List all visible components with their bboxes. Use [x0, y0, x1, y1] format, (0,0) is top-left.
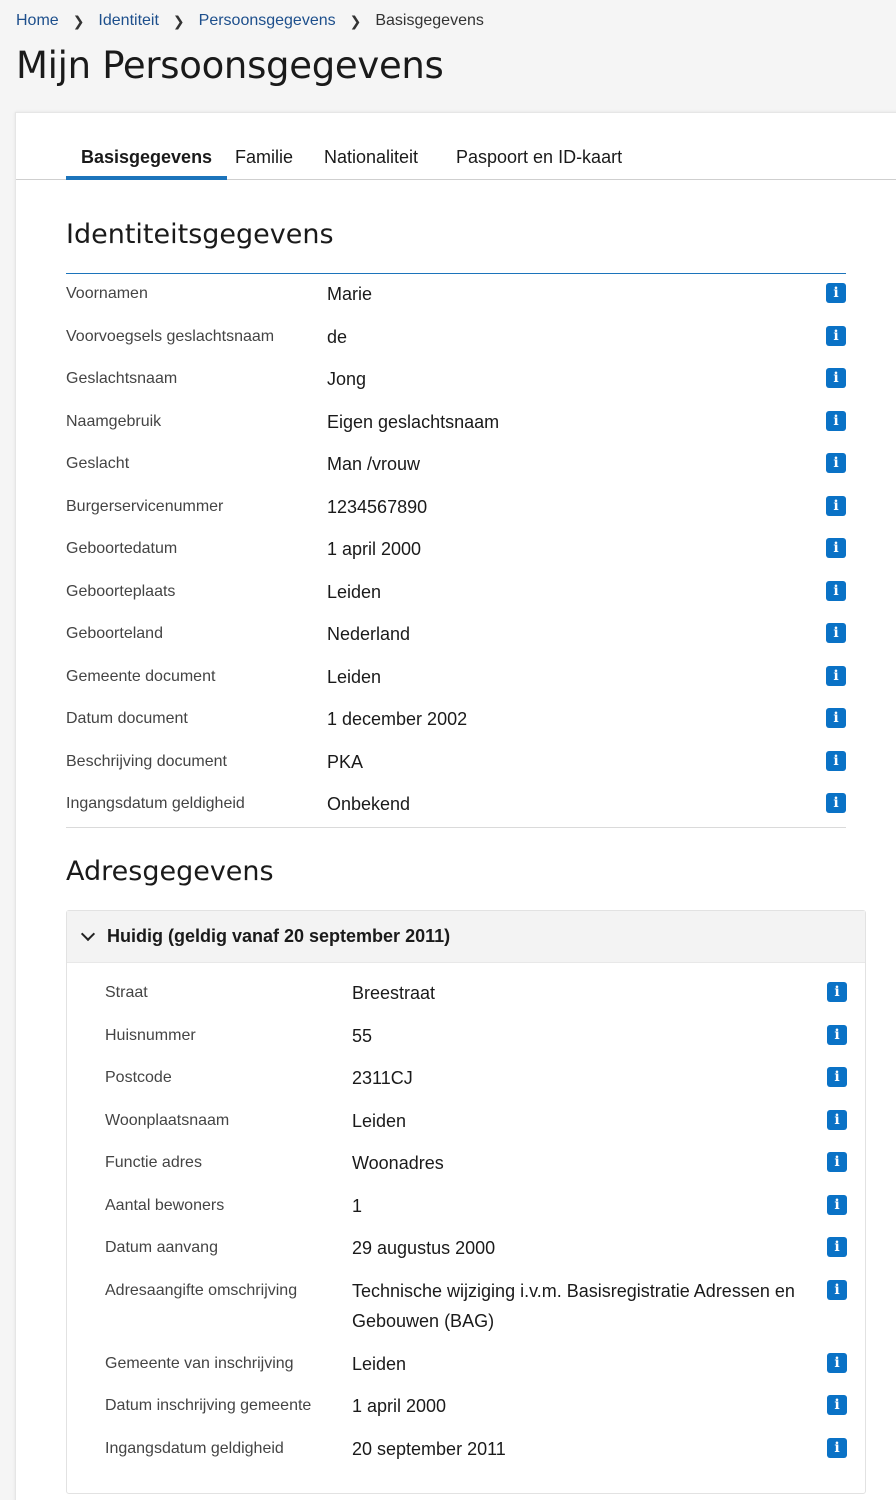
info-icon[interactable]: i: [826, 751, 846, 771]
tab-nationaliteit[interactable]: Nationaliteit: [324, 147, 419, 167]
field-value: Leiden: [327, 666, 382, 687]
field-value: Technische wijziging i.v.m. Basisregistratie Adressen en Gebouwen (BAG): [352, 1280, 795, 1331]
field-label: Postcode: [105, 1069, 172, 1086]
list-item: [105, 1101, 847, 1144]
info-icon[interactable]: i: [827, 1195, 847, 1215]
tab-basisgegevens[interactable]: Basisgegevens: [66, 146, 227, 180]
breadcrumb: [16, 11, 484, 31]
field-label: Aantal bewoners: [105, 1196, 225, 1214]
field-value: Nederland: [327, 624, 411, 644]
breadcrumb-identiteit-link[interactable]: Identiteit: [98, 12, 159, 29]
field-label: Voornamen: [66, 285, 148, 302]
identity-list: [66, 273, 846, 828]
tab-paspoort-id-kaart[interactable]: Paspoort en ID-kaart: [456, 147, 623, 167]
field-label: Adresaangifte omschrijving: [105, 1281, 298, 1299]
info-icon[interactable]: i: [826, 581, 846, 601]
field-value: 2311CJ: [352, 1068, 413, 1088]
field-label: Naamgebruik: [66, 412, 162, 430]
info-icon[interactable]: i: [827, 1280, 847, 1300]
list-item: [105, 1186, 847, 1229]
list-item: [105, 973, 847, 1016]
field-value: Eigen geslachtsnaam: [327, 411, 500, 432]
section-title-adresgegevens: Adresgegevens: [66, 856, 274, 887]
list-item: [105, 1058, 847, 1101]
info-icon[interactable]: i: [827, 1438, 847, 1458]
info-icon[interactable]: i: [826, 538, 846, 558]
field-label: Geslacht: [66, 455, 130, 472]
field-label: Datum inschrijving gemeente: [105, 1397, 312, 1414]
content-card: [15, 112, 896, 1500]
info-icon[interactable]: i: [826, 283, 846, 303]
list-item: [66, 699, 846, 742]
list-item: [105, 1429, 847, 1472]
info-icon[interactable]: i: [826, 793, 846, 813]
field-value: 20 september 2011: [352, 1438, 506, 1459]
info-icon[interactable]: i: [826, 623, 846, 643]
info-icon[interactable]: i: [826, 496, 846, 516]
field-label: Geboorteland: [66, 625, 163, 642]
field-label: Straat: [105, 984, 148, 1001]
address-accordion: [66, 910, 866, 1494]
info-icon[interactable]: i: [826, 666, 846, 686]
field-label: Functie adres: [105, 1154, 202, 1171]
page-title: Mijn Persoonsgegevens: [16, 44, 444, 87]
info-icon[interactable]: i: [827, 1395, 847, 1415]
chevron-down-icon: [81, 927, 95, 941]
field-value: Jong: [327, 369, 367, 389]
field-value: Leiden: [352, 1353, 407, 1374]
address-list: [105, 973, 847, 1471]
list-item: [66, 402, 846, 445]
field-value: Leiden: [327, 581, 382, 602]
info-icon[interactable]: i: [826, 326, 846, 346]
list-item: [66, 444, 846, 487]
list-item: [66, 657, 846, 700]
field-value: Onbekend: [327, 794, 411, 814]
list-item: [105, 1386, 847, 1429]
info-icon[interactable]: i: [827, 1025, 847, 1045]
section-title-identiteitsgegevens: Identiteitsgegevens: [66, 219, 334, 250]
info-icon[interactable]: i: [826, 453, 846, 473]
accordion-header[interactable]: [67, 911, 865, 963]
tab-bar: [16, 113, 896, 180]
field-value: 1234567890: [327, 496, 428, 517]
info-icon[interactable]: i: [827, 982, 847, 1002]
field-label: Ingangsdatum geldigheid: [66, 795, 245, 812]
field-label: Geboorteplaats: [66, 582, 176, 600]
info-icon[interactable]: i: [827, 1237, 847, 1257]
field-value: PKA: [327, 751, 364, 772]
breadcrumb-persoonsgegevens-link[interactable]: Persoonsgegevens: [198, 12, 336, 29]
field-label: Ingangsdatum geldigheid: [105, 1439, 284, 1457]
field-value: Breestraat: [352, 983, 436, 1003]
info-icon[interactable]: i: [826, 708, 846, 728]
list-item: [105, 1143, 847, 1186]
info-icon[interactable]: i: [827, 1110, 847, 1130]
field-value: Marie: [327, 284, 373, 304]
field-value: 29 augustus 2000: [352, 1238, 496, 1258]
info-icon[interactable]: i: [827, 1152, 847, 1172]
list-item: [66, 572, 846, 615]
field-value: 1: [352, 1195, 363, 1216]
accordion-title: Huidig (geldig vanaf 20 september 2011): [107, 926, 451, 946]
info-icon[interactable]: i: [827, 1353, 847, 1373]
list-item: [105, 1016, 847, 1059]
list-item: [66, 359, 846, 402]
field-value: 1 april 2000: [352, 1396, 447, 1416]
chevron-right-icon: ❯: [349, 13, 362, 29]
field-label: Huisnummer: [105, 1026, 196, 1044]
field-value: 55: [352, 1025, 373, 1046]
field-label: Gemeente van inschrijving: [105, 1354, 294, 1372]
list-item: [66, 784, 846, 827]
field-label: Datum aanvang: [105, 1239, 218, 1256]
chevron-right-icon: ❯: [172, 13, 185, 29]
list-item: [105, 1344, 847, 1387]
breadcrumb-current: Basisgegevens: [375, 12, 484, 29]
field-value: Man /vrouw: [327, 454, 421, 474]
tab-familie[interactable]: Familie: [235, 147, 294, 167]
field-value: Woonadres: [352, 1153, 444, 1173]
breadcrumb-home-link[interactable]: Home: [16, 12, 59, 29]
list-item: [66, 742, 846, 785]
field-label: Woonplaatsnaam: [105, 1111, 230, 1129]
field-value: de: [327, 326, 348, 347]
field-label: Geslachtsnaam: [66, 370, 178, 387]
info-icon[interactable]: i: [826, 411, 846, 431]
field-value: 1 december 2002: [327, 709, 468, 729]
field-label: Datum document: [66, 710, 188, 727]
info-icon[interactable]: i: [826, 368, 846, 388]
field-label: Beschrijving document: [66, 752, 227, 770]
field-label: Gemeente document: [66, 667, 216, 685]
list-item: [66, 529, 846, 572]
chevron-right-icon: ❯: [72, 13, 85, 29]
field-label: Burgerservicenummer: [66, 497, 224, 515]
list-item: [66, 317, 846, 360]
list-item: [66, 274, 846, 317]
list-item: [105, 1271, 847, 1344]
list-item: [66, 614, 846, 657]
field-value: 1 april 2000: [327, 539, 422, 559]
field-label: Voorvoegsels geslachtsnaam: [66, 327, 275, 345]
list-item: [105, 1228, 847, 1271]
info-icon[interactable]: i: [827, 1067, 847, 1087]
list-item: [66, 487, 846, 530]
field-label: Geboortedatum: [66, 540, 178, 557]
field-value: Leiden: [352, 1110, 407, 1131]
